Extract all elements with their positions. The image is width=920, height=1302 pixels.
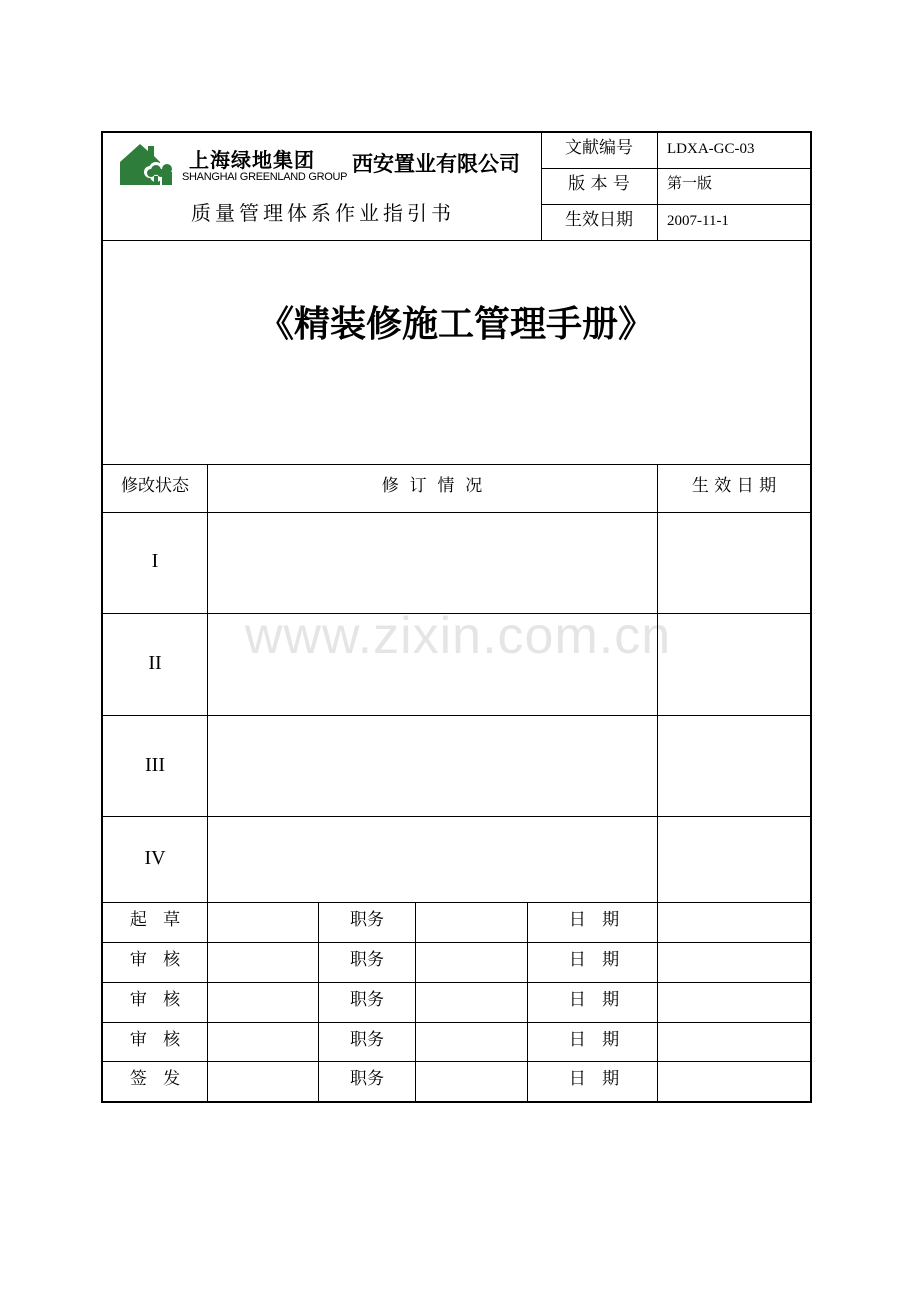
signoff-col-line-5 <box>657 902 658 1103</box>
signoff-role-issue: 签 发 <box>129 1069 181 1089</box>
signoff-role-review-2: 审 核 <box>129 990 181 1010</box>
signoff-position-label-3: 职务 <box>350 990 384 1010</box>
watermark: www.zixin.com.cn <box>244 607 672 665</box>
meta-row-line-1 <box>541 168 812 169</box>
revision-header-details: 修 订 情 况 <box>381 476 483 496</box>
revision-col-line-2 <box>657 464 658 902</box>
meta-label-effective-date: 生效日期 <box>565 210 633 230</box>
revision-row-status-3: III <box>145 754 165 776</box>
meta-label-doc-number: 文献编号 <box>565 138 633 158</box>
signoff-date-label-5: 日 期 <box>568 1069 620 1089</box>
signoff-position-label-4: 职务 <box>350 1030 384 1050</box>
signoff-position-label-5: 职务 <box>350 1069 384 1089</box>
meta-value-doc-number: LDXA-GC-03 <box>667 141 755 157</box>
meta-left-line <box>541 131 542 240</box>
revision-row-status-1: I <box>151 550 159 572</box>
signoff-col-line-1 <box>207 902 208 1103</box>
revision-header-date: 生 效 日 期 <box>691 476 777 496</box>
logo-chinese-name: 上海绿地集团 <box>189 148 315 172</box>
revision-header-status: 修改状态 <box>121 476 189 496</box>
signoff-date-label-1: 日 期 <box>568 910 620 930</box>
document-title: 《精装修施工管理手册》 <box>257 303 655 345</box>
meta-mid-line <box>657 131 658 240</box>
document-type: 质量管理体系作业指引书 <box>191 201 455 225</box>
signoff-role-review-3: 审 核 <box>129 1030 181 1050</box>
signoff-role-draft: 起 草 <box>129 910 181 930</box>
signoff-col-line-2 <box>318 902 319 1103</box>
revision-row-status-2: II <box>148 652 162 674</box>
signoff-position-label-1: 职务 <box>350 910 384 930</box>
revision-col-line-1 <box>207 464 208 902</box>
company-name: 西安置业有限公司 <box>352 152 520 176</box>
signoff-col-line-4 <box>527 902 528 1103</box>
signoff-date-label-4: 日 期 <box>568 1030 620 1050</box>
signoff-position-label-2: 职务 <box>350 950 384 970</box>
greenland-logo <box>118 142 172 186</box>
meta-value-effective-date: 2007-11-1 <box>667 213 729 229</box>
meta-label-version: 版 本 号 <box>568 174 630 194</box>
signoff-date-label-3: 日 期 <box>568 990 620 1010</box>
meta-value-version: 第一版 <box>667 176 713 192</box>
meta-row-line-2 <box>541 204 812 205</box>
signoff-col-line-3 <box>415 902 416 1103</box>
signoff-role-review-1: 审 核 <box>129 950 181 970</box>
revision-row-status-4: IV <box>144 847 166 869</box>
logo-english-name: SHANGHAI GREENLAND GROUP <box>182 171 348 183</box>
header-bottom-line <box>101 240 812 241</box>
signoff-date-label-2: 日 期 <box>568 950 620 970</box>
